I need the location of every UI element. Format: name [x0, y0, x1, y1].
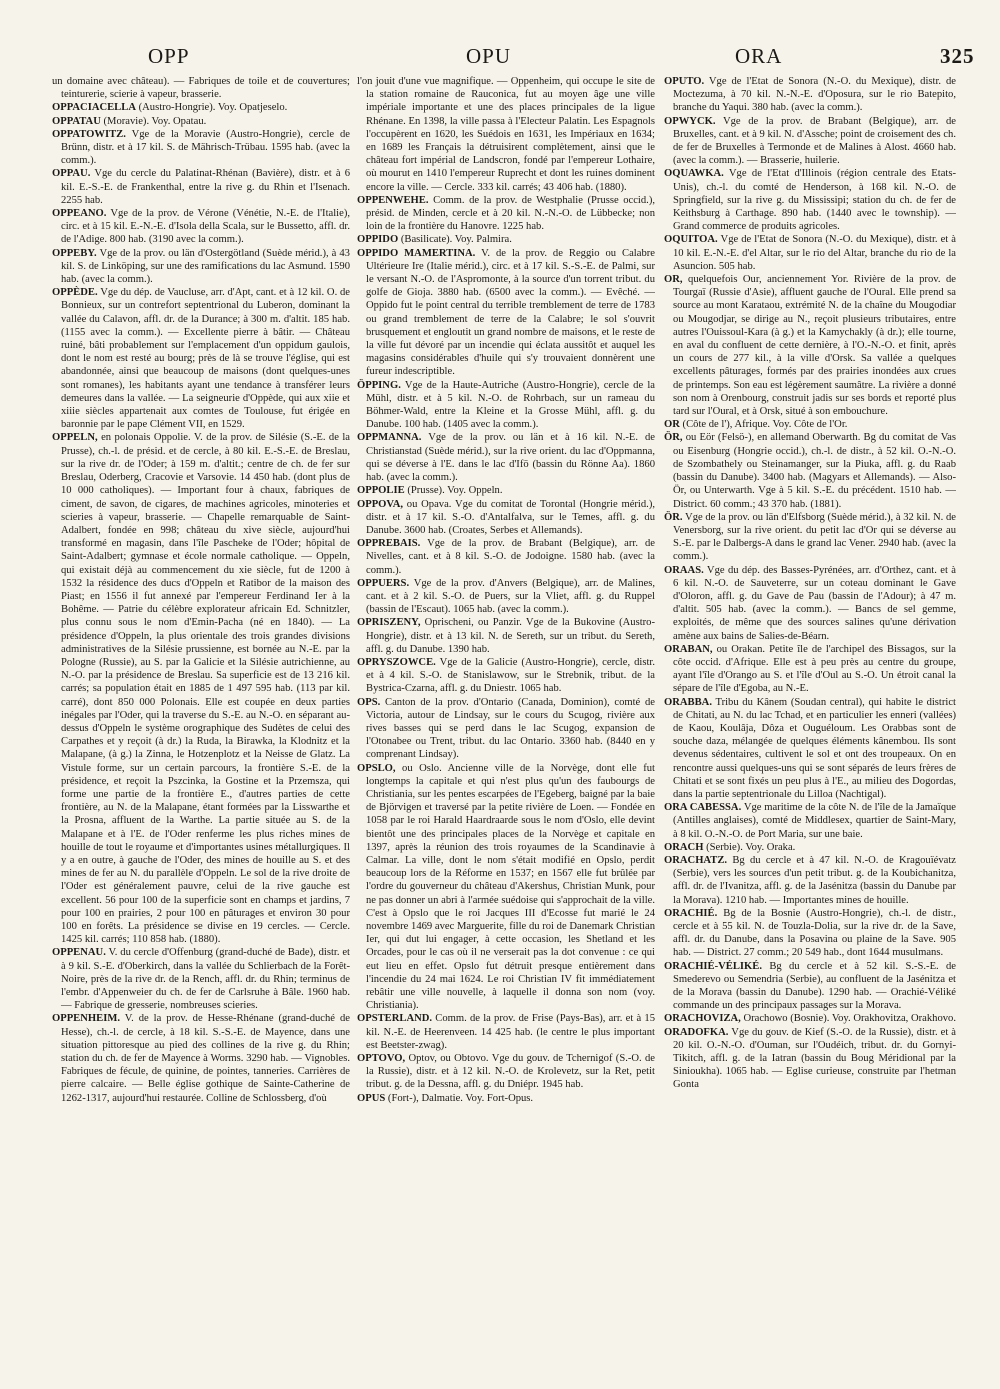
entry-text: Vge de la Moravie (Austro-Hongrie), cercle de Brünn, distr. et à 17 kil. S. de Mährisch-Trübau. 1595 hab. (avec la comm.).	[61, 128, 350, 167]
entry-text: Canton de la prov. d'Ontario (Canada, Dominion), comté de Victoria, autour de Lindsay, sur le cours du Scugog, rivière aux rives basses qui se perd dans le lac Scugog, expansion de l'Otonabee ou Trent, tribut. du lac Ontario. 3360 hab. (8440 en y comprenant Lindsay).	[366, 696, 655, 761]
dictionary-entry	[52, 115, 350, 128]
dictionary-entry	[664, 907, 956, 960]
entry-text: un domaine avec château). — Fabriques de toile et de couvertures; teinturerie, scierie à vapeur, brasserie.	[52, 76, 350, 101]
entry-headword: ORAAS.	[664, 564, 704, 576]
dictionary-entry	[664, 960, 956, 1013]
entry-headword: ÖPPING.	[357, 379, 401, 391]
dictionary-entry	[664, 841, 956, 854]
dictionary-entry	[357, 431, 655, 484]
entry-headword: OPSLO,	[357, 762, 396, 774]
page-number: 325	[940, 44, 975, 68]
dictionary-entry	[357, 1092, 655, 1105]
entry-text: Vge maritime de la côte N. de l'île de la Jamaïque (Antilles anglaises), comté de Middlesex, quartier de Saint-Mary, à 8 kil. O.-N.-O. de Port Maria, sur une baie.	[673, 802, 956, 840]
dictionary-entry	[52, 286, 350, 431]
entry-text: quelquefois Our, anciennement Yor. Rivière de la prov. de Tourgaï (Russie d'Asie), affluent gauche de l'Oural. Elle prend sa source au mont Karataou, extrémité N. de la chaîne du Mougodiar ou Mougodjar, se dirige au N., reçoit plusieurs tributaires, entre autres l'Ouissoul-Kara (à g.) et la Kamychakly (à dr.); elle tourne, en aval du confluent de cette dernière, à l'O.-N.-O. et finit, après un cours de 277 kil., à la ville d'Orsk. Sa vallée a quelques excellents pâturages, formés par des prairies inondées aux crues de printemps. Son eau est légèrement saumâtre. La rivière a donné son nom à Orenbourg, construit jadis sur ses bords et reporté plus tard sur l'Oural, et à Orsk, situé à son embouchure.	[673, 274, 956, 418]
entry-text: Vge de l'Etat de Sonora (N.-O. du Mexique), distr. de Moctezuma, à 70 kil. N.-N.-E. d'Oposura, sur le rio Batepito, branche du Yaqui. 380 hab. (avec la comm.).	[673, 76, 956, 114]
entry-text: V. de la prov. de Reggio ou Calabre Ultérieure Ire (Italie mérid.), circ. et à 17 kil. S.-S.-E. de Palmi, sur le versant N.-O. de l'Aspromonte, à la source d'un torrent tribut. du golfe de Gioja. 3880 hab. (6500 avec la comm.). — Evêché. — Oppido fut le point central du terrible tremblement de terre de 1783 ou grand tremblement de terre de la Calabre; le sol s'ouvrit brusquement et engloutit un grand nombre de maisons, et le reste de la ville fut dévoré par un incendie qui éclata aussitôt et auquel les magasins considérables d'huile qui s'y trouvaient donnèrent une fureur indescriptible.	[366, 247, 655, 378]
dictionary-entry	[357, 537, 655, 577]
entry-text: Vge de la prov. d'Anvers (Belgique), arr. de Malines, cant. et à 2 kil. S.-O. de Puers, sur la Vliet, affl. g. du Ruppel (bassin de l'Escaut). 1065 hab. (avec la comm.).	[366, 577, 655, 616]
entry-headword: ÖR.	[664, 511, 683, 523]
entry-text: ou Eör (Felsö-), en allemand Oberwarth. Bg du comitat de Vas ou Eisenburg (Hongrie occid.), ch.-l. de distr., à 52 kil. O.-N.-O. de Szombathely ou Steinamanger, sur la Piuka, affl. g. du Raab (bassin du Danube). 3400 hab. (Magyars et Allemands). — Also-Ör, ou Unterwarth. Vge à 5 kil. S.-E. du précédent. 1510 hab. — District. 60 comm.; 43 370 hab. (1881).	[673, 432, 956, 510]
entry-text: Tribu du Kânem (Soudan central), qui habite le district de Chitati, au N. du lac Tchad, et en particulier les enneri (vallées) de Kaou, Koulâja, Dôza et Ouguéloum. Les Orabbas sont de souche daza, mélangée de quelques éléments kânembou. Ils sont devenus sédentaires, cultivent le sol et ont des troupeaux. On en rencontre aussi quelques-uns qui se sont séparés de leurs frères de Chitati et se sont fixés un peu plus à l'E., au milieu des Dogordas, dans la partie septentrionale du Lilloa (Nachtigal).	[673, 696, 956, 800]
entry-headword: OQUAWKA.	[664, 168, 724, 180]
entry-text: (Serbie). Voy. Oraka.	[706, 841, 796, 853]
header-right-word: ORA	[735, 44, 783, 68]
dictionary-entry	[664, 643, 956, 696]
entry-headword: OPPIDO	[357, 234, 399, 246]
entry-headword: OPPOLIE	[357, 485, 405, 497]
dictionary-entry	[52, 1012, 350, 1104]
entry-headword: OPPENHEIM.	[52, 1013, 120, 1025]
dictionary-entry	[664, 418, 956, 431]
dictionary-entry	[357, 577, 655, 617]
entry-text: Comm. de la prov. de Westphalie (Prusse occid.), présid. de Minden, cercle et à 20 kil. N.-N.-O. de Lübbecke; non loin de la frontière du Hanovre. 1225 hab.	[366, 194, 655, 233]
dictionary-entry	[357, 1052, 655, 1092]
dictionary-entry	[52, 207, 350, 247]
entry-headword: OPPENAU.	[52, 947, 106, 959]
dictionary-entry	[357, 696, 655, 762]
dictionary-entry	[52, 75, 350, 101]
entry-headword: OPRISZENY,	[357, 617, 421, 629]
dictionary-entry	[52, 431, 350, 946]
header-left-word: OPP	[148, 44, 190, 68]
entry-text: Vge de l'Etat de Sonora (N.-O. du Mexique), distr. et à 10 kil. E.-N.-E. d'el Altar, sur le rio del Altar, branche du rio de la Asuncion. 505 hab.	[673, 234, 956, 272]
entry-text: Vge de la Haute-Autriche (Austro-Hongrie), cercle de la Mühl, distr. et à 5 kil. N.-O. de Rohrbach, sur un rameau du Böhmer-Wald, entre la Kleine et la Grosse Mühl, affl. g. du Danube. 100 hab. (1405 avec la comm.).	[366, 379, 655, 431]
entry-text: Bg de la Bosnie (Austro-Hongrie), ch.-l. de distr., cercle et à 55 kil. N. de Touzla-Dolia, sur la rive dr. de la Save, affl. dr. du Danube, dans la Posavina ou plaine de la Save. 905 hab. — District. 27 comm.; 20 549 hab., dont 1644 musulmans.	[673, 907, 956, 959]
dictionary-entry	[357, 194, 655, 234]
dictionary-entry	[357, 484, 655, 497]
dictionary-entry	[357, 498, 655, 538]
entry-headword: OPUTO.	[664, 76, 705, 87]
entry-headword: OPS.	[357, 696, 381, 708]
entry-headword: OPPEBY.	[52, 247, 97, 259]
entry-text: Bg du cercle et à 47 kil. N.-O. de Kragouïévatz (Serbie), vers les sources d'un petit tribut. g. de la Koubichanitza, affl. dr. de l'Ivanitza, affl. g. de la Jasénitza (bassin du Danube par la Morava). 1210 hab. — Importantes mines de houille.	[673, 854, 956, 906]
dictionary-entry	[664, 854, 956, 907]
entry-text: Vge du dép. de Vaucluse, arr. d'Apt, cant. et à 12 kil. O. de Bonnieux, sur un contrefort septentrional du Luberon, dominant la vallée du Calavon, affl. dr. de la Durance; à 300 m. d'altit. 185 hab. (1155 avec la comm.). — Excellente pierre à bâtir. — Château ruiné, bâti probablement sur l'emplacement d'un oppidum gaulois, dont le nom est resté au bourg; près de là se trouve l'église, qui est abandonnée, ainsi que beaucoup de maisons (dont quelques-unes sont romanes), les habitants ayant une tendance à transférer leurs demeures dans la vallée. — La seigneurie d'Oppède, qui aux xiie et xiiie siècles appartenait aux comtes de Toulouse, fut érigée en baronnie par le pape Clément VII, en 1529.	[61, 287, 350, 431]
entry-headword: ORACHIÉ-VÉLIKÉ.	[664, 960, 763, 972]
entry-text: en polonais Oppolie. V. de la prov. de Silésie (S.-E. de la Prusse), ch.-l. de présid. et de cercle, à 80 kil. E.-S.-E. de Breslau, sur la rive dr. de l'Oder; à 159 m. d'altit.; centre de ch. de fer sur Breslau, Oderberg, Cracovie et Varsovie. 14 450 hab. (dont plus de 10 000 catholiques). — Important four à chaux, fabriques de ciment, de savon, de cigares, de machines agricoles, minoteries et scieries à vapeur, brasserie. — Chapelle remarquable de Saint-Adalbert, fondée en 998; château du xive siècle, aujourd'hui transformé en magasin, dans l'île Pascheke de l'Oder; hôpital de Saint-Adalbert; gymnase et école normale catholique. — Oppeln, qui existait déjà au commencement du xie siècle, fut de 1200 à 1532 la résidence des ducs d'Oppeln et Ratibor de la maison des Piast; en 1556 il fut annexé par l'empereur Ferdinand Ier à la Bohême. — Patrie du célèbre explorateur africain Ed. Schnitzler, plus connu sous le nom d'Emin-Pacha (né en 1840). — La présidence d'Oppeln, la plus orientale des trois grandes divisions administratives de la Silésie prussienne, est bornée au N.-E. par la Pologne (Russie), au S. par la Galicie et la Silésie autrichienne, au N.-O. par la présidence de Breslau. Sa superficie est de 13 216 kil. carrés; sa population était en 1885 de 1 497 595 hab. (113 par kil. carré), dont 850 000 Polonais. Elle est coupée en deux parties inégales par l'Oder, qui la traverse du S.-E. au N.-O. en séparant au-dessus d'Oppeln le système orographique des Sudètes de celui des Carpathes et y reçoit (à dr.) la Ruda, la Birawka, la Klodnitz et la Malapane, (à g.) la Zinna, le Hotzenplotz et la Neisse de Glatz. La Vistule forme, sur un certain parcours, la frontière S.-E. de la présidence, et reçoit la Pszcinka, la Gostine et la Przemsza, qui forme une partie de la frontière E., d'autres parties de cette frontière, au N. de la Malapane, étant formées par la Lisswarthe et la Prosna, affluent de la Warthe. La partie située au S. de la Malapane et à l'E. de l'Oder renferme les plus riches mines de houille de tout le royaume et d'importantes usines métallurgiques. Il y a en outre, à gauche de l'Oder, des mines de houille au S. et des mines de fer au N. du parallèle d'Oppeln. Le sol de la rive droite de l'Oder est généralement pauvre, celui de la rive gauche est excellent. 56 pour 100 de la superficie sont en champs et jardins, 7 pour 100 en prairies, 2 pour 100 en pâturages et environ 30 pour 100 en forêts. La présidence se divise en 19 cercles. — Cercle. 1425 kil. carrés; 110 858 hab. (1880).	[61, 432, 350, 946]
entry-text: (Prusse). Voy. Oppeln.	[407, 485, 503, 497]
entry-text: Vge du gouv. de Kief (S.-O. de la Russie), distr. et à 20 kil. O.-N.-O. d'Ouman, sur l'Oudéich, tribut. dr. du Gornyi-Tikitch, affl. g. de la Iatran (bassin du Boug Méridional par la Sinioukha). 1065 hab. — Eglise curieuse, construite par l'hetman Gonta	[673, 1026, 956, 1091]
entry-text: Vge de la prov. de Brabant (Belgique), arr. de Bruxelles, cant. et à 9 kil. N. d'Assche; point de croisement des ch. de fer de Bruxelles à Termonde et de Malines à Alost. 4660 hab. (avec la comm.). — Brasserie, huilerie.	[673, 115, 956, 167]
dictionary-entry	[664, 431, 956, 510]
entry-headword: OPPATOWITZ.	[52, 128, 126, 140]
entry-headword: OPPENWEHE.	[357, 194, 429, 206]
entry-text: ou Oslo. Ancienne ville de la Norvège, dont elle fut longtemps la capitale et qui n'est plus qu'un des faubourgs de Christiania, sur les pentes escarpées de l'Egeberg, baigné par la baie de Björvigen et traversé par la petite rivière de Loen. — Fondée en 1058 par le roi Harald Haardraarde sous le nom d'Oslo, elle devint bientôt une des principales places de la Norvège et capitale en 1397, après la réunion des trois royaumes de la Scandinavie à Calmar. La ville, dont le nom s'était modifié en Opslo, perdit beaucoup lors de la Réforme en 1537; en 1567 elle fut brûlée par l'ordre du gouverneur du château d'Akershus, Christian Munk, pour ne pas donner un abri à l'armée suédoise qui s'approchait de la ville. C'est à Opslo que le roi Jacques III d'Ecosse fut marié le 24 novembre 1469 avec Marguerite, fille du roi de Danemark Christian Ier, qui dut lui engager, à cette occasion, les Shetland et les Orcades, pour le cas où il ne verserait pas la dot convenue : ce qui eut lieu en effet. Opslo fut détruit presque entièrement dans l'incendie du 24 mai 1624. Le roi Christian IV fit immédiatement rebâtir une ville nouvelle, à laquelle il donna son nom (voy. Christiania).	[366, 762, 655, 1012]
dictionary-entry	[357, 233, 655, 246]
entry-text: (Fort-), Dalmatie. Voy. Fort-Opus.	[387, 1092, 534, 1104]
entry-headword: OPWYCK.	[664, 115, 716, 127]
entry-headword: OPSTERLAND.	[357, 1013, 433, 1025]
entry-headword: OPPMANNA.	[357, 432, 422, 444]
entry-headword: OPPACIACELLA	[52, 102, 136, 114]
entry-headword: OPPELN,	[52, 432, 98, 444]
dictionary-entry	[52, 128, 350, 168]
entry-headword: OPUS	[357, 1092, 386, 1104]
entry-text: (Basilicate). Voy. Palmira.	[400, 234, 512, 246]
column-right	[664, 75, 956, 1375]
dictionary-entry	[357, 762, 655, 1013]
entry-text: Bg du cercle et à 52 kil. S.-S.-E. de Smederevo ou Semendria (Serbie), au confluent de la Jasénitza et de la Morava (bassin du Danube). 1290 hab. — Orachié-Véliké commande un des principaux passages sur la Morava.	[673, 960, 956, 1012]
entry-text: Vge de la prov. ou län d'Elfsborg (Suède mérid.), à 32 kil. N. de Venersborg, sur la rive orient. du petit lac d'Or qui se déverse au S.-E. par le Dalbergs-A dans le grand lac Vener. 2940 hab. (avec la comm.).	[673, 511, 956, 563]
entry-text: Vge de la Galicie (Austro-Hongrie), cercle, distr. et à 4 kil. S.-O. de Stanislawow, sur le Strebnik, tribut. de la Bystrica-Czarna, affl. g. du Dniestr. 1065 hab.	[366, 656, 655, 695]
entry-text: (Côte de l'), Afrique. Voy. Côte de l'Or.	[682, 419, 848, 431]
dictionary-entry	[52, 167, 350, 207]
dictionary-entry	[664, 1026, 956, 1092]
entry-headword: OPTOVO,	[357, 1053, 406, 1065]
dictionary-entry	[664, 233, 956, 273]
entry-headword: OR,	[664, 274, 683, 286]
entry-text: Oprischeni, ou Panzir. Vge de la Bukovine (Austro-Hongrie), distr. et à 13 kil. N. de Sereth, sur un tribut. du Sereth, affl. g. du Danube. 1390 hab.	[366, 617, 655, 655]
dictionary-entry	[664, 696, 956, 802]
entry-headword: OPPEANO.	[52, 208, 107, 220]
dictionary-entry	[357, 75, 655, 194]
entry-headword: ORA CABESSA.	[664, 802, 742, 814]
dictionary-entry	[357, 616, 655, 656]
entry-headword: OPPATAU	[52, 115, 101, 127]
page-header	[0, 44, 1000, 74]
dictionary-entry	[664, 801, 956, 841]
dictionary-entry	[664, 1012, 956, 1025]
entry-text: Vge de la prov. de Brabant (Belgique), arr. de Nivelles, cant. et à 8 kil. S.-O. de Jodoigne. 1580 hab. (avec la comm.).	[366, 538, 655, 576]
entry-headword: OPPAU.	[52, 168, 91, 180]
dictionary-entry	[664, 115, 956, 168]
dictionary-entry	[664, 167, 956, 233]
dictionary-entry	[664, 564, 956, 643]
entry-headword: ORADOFKA.	[664, 1026, 729, 1038]
entry-headword: OPRYSZOWCE.	[357, 656, 436, 668]
entry-text: ou Orakan. Petite île de l'archipel des Bissagos, sur la côte occid. d'Afrique. Elle est à peu près au centre du groupe, ayant l'île d'Orango au S. et l'île d'Oul au S.-O. Un étroit canal la sépare de l'île d'Egoba, au N.-E.	[673, 643, 956, 695]
entry-headword: ORABAN,	[664, 643, 713, 655]
entry-headword: ORACHIÉ.	[664, 907, 718, 919]
dictionary-entry	[357, 1012, 655, 1052]
entry-text: Vge de la prov. ou län d'Ostergötland (Suède mérid.), à 43 kil. S. de Linköping, sur une des ramifications du lac Asmund. 1590 hab. (avec la comm.).	[61, 247, 350, 286]
entry-headword: ORACHOVIZA,	[664, 1013, 741, 1025]
entry-text: V. de la prov. de Hesse-Rhénane (grand-duché de Hesse), ch.-l. de cercle, à 18 kil. S.-S.-E. de Mayence, dans une situation pittoresque au pied des collines de la rive g. du Rhin; station du ch. de fer de Mayence à Worms. 3290 hab. — Vignobles. Fabriques de fécule, de quinine, de pointes, tanneries. Carrières de pierre calcaire. — Belle église gothique de Sainte-Catherine de 1262-1317, aujourd'hui restaurée. Colline de Schlossberg, d'où	[61, 1013, 350, 1104]
dictionary-entry	[664, 75, 956, 115]
entry-text: Vge de l'Etat d'Illinois (région centrale des Etats-Unis), ch.-l. du comté de Henderson, à 168 kil. N.-O. de Springfield, sur la rive g. du Mississipi; station du ch. de fer de Keithsburg à Carthage. 890 hab. (1440 avec le township). — Grand commerce de produits agricoles.	[673, 168, 956, 233]
dictionary-entry	[52, 247, 350, 287]
entry-text: (Austro-Hongrie). Voy. Opatjeselo.	[138, 102, 288, 114]
dictionary-entry	[664, 273, 956, 418]
entry-text: ou Opava. Vge du comitat de Torontal (Hongrie mérid.), distr. et à 17 kil. S.-O. d'Antalfalva, sur le Temes, affl. g. du Danube. 3600 hab. (Croates, Serbes et Allemands).	[366, 498, 655, 536]
column-middle	[357, 75, 655, 1375]
dictionary-entry	[52, 946, 350, 1012]
entry-text: (Moravie). Voy. Opatau.	[103, 115, 207, 127]
entry-text: Vge du cercle du Palatinat-Rhénan (Bavière), distr. et à 6 kil. E.-S.-E. de Frankenthal, entre la rive g. du Rhin et l'Isenach. 2255 hab.	[61, 168, 350, 206]
column-left	[52, 75, 350, 1375]
entry-headword: OPPUERS.	[357, 577, 410, 589]
dictionary-entry	[664, 511, 956, 564]
entry-headword: OPPREBAIS.	[357, 538, 421, 550]
entry-headword: ORACHATZ.	[664, 854, 728, 866]
entry-text: V. du cercle d'Offenburg (grand-duché de Bade), distr. et à 9 kil. S.-E. d'Oberkirch, dans la vallée du Schlierbach de la Forêt-Noire, près de la rive dr. de la Rench, affl. dr. du Rhin; terminus de l'embr. d'Appenweier du ch. de fer de Carlsruhe à Bâle. 1960 hab. — Fabrique de gresserie, nombreuses scieries.	[61, 947, 350, 1012]
entry-headword: OPPIDO MAMERTINA.	[357, 247, 476, 259]
header-center-word: OPU	[466, 44, 512, 68]
entry-headword: OPPÈDE.	[52, 287, 98, 299]
dictionary-entry	[52, 101, 350, 114]
dictionary-entry	[357, 656, 655, 696]
dictionary-entry	[357, 247, 655, 379]
entry-headword: OQUITOA.	[664, 234, 718, 246]
entry-headword: OR	[664, 419, 680, 431]
entry-text: Vge de la prov. ou län et à 16 kil. N.-E. de Christianstad (Suède mérid.), sur la rive orient. du lac d'Oppmanna, qui se déverse à l'E. dans le lac d'Ifö (bassin du Rönne Aa). 1860 hab. (avec la comm.).	[366, 432, 655, 484]
entry-headword: ÖR,	[664, 432, 683, 444]
entry-headword: ORACH	[664, 841, 704, 853]
dictionary-entry	[357, 379, 655, 432]
entry-text: Comm. de la prov. de Frise (Pays-Bas), arr. et à 15 kil. N.-E. de Heerenveen. 14 425 hab. (le centre le plus important est Beetster-zwag).	[366, 1013, 655, 1051]
entry-text: Vge du dép. des Basses-Pyrénées, arr. d'Orthez, cant. et à 6 kil. N.-O. de Sauveterre, sur un coteau dominant le Gave d'Oloron, affl. g. du Gave de Pau (bassin de l'Adour); à 47 m. d'altit. 505 hab. (avec la comm.). — Bancs de sel gemme, exploités, de même que des sources salines qu'une dérivation amène aux bains de Salies-de-Béarn.	[673, 564, 956, 642]
entry-text: l'on jouit d'une vue magnifique. — Oppenheim, qui occupe le site de la station romaine de Rauconica, fut au moyen âge une ville impériale importante et une des places principales de la ligue Rhénane. En 1398, la ville passa à l'Electeur Palatin. Les Espagnols l'occupèrent en 1620, les Suédois en 1631, les Impériaux en 1634; en 1689 les Français la détruisirent complètement, ainsi que le château fort impérial de Landscron, fondé par l'empereur Lothaire, où mourut en 1410 l'empereur Ruprecht et dont les ruines dominent encore la ville. — Cercle. 333 kil. carrés; 43 406 hab. (1880).	[357, 76, 655, 193]
entry-headword: OPPOVA,	[357, 498, 404, 510]
entry-text: Optov, ou Obtovo. Vge du gouv. de Tchernigof (S.-O. de la Russie), distr. et à 12 kil. N.-O. de Krolevetz, sur la Ret, petit tribut. g. de la Dessna, affl. g. du Dniépr. 1945 hab.	[366, 1053, 655, 1091]
entry-text: Vge de la prov. de Vérone (Vénétie, N.-E. de l'Italie), circ. et à 15 kil. E.-N.-E. d'Isola della Scala, sur le Bussetto, affl. dr. de l'Adige. 800 hab. (3190 avec la comm.).	[61, 208, 350, 246]
entry-headword: ORABBA.	[664, 696, 712, 708]
entry-text: Orachowo (Bosnie). Voy. Orakhovitza, Orakhovo.	[743, 1013, 956, 1025]
